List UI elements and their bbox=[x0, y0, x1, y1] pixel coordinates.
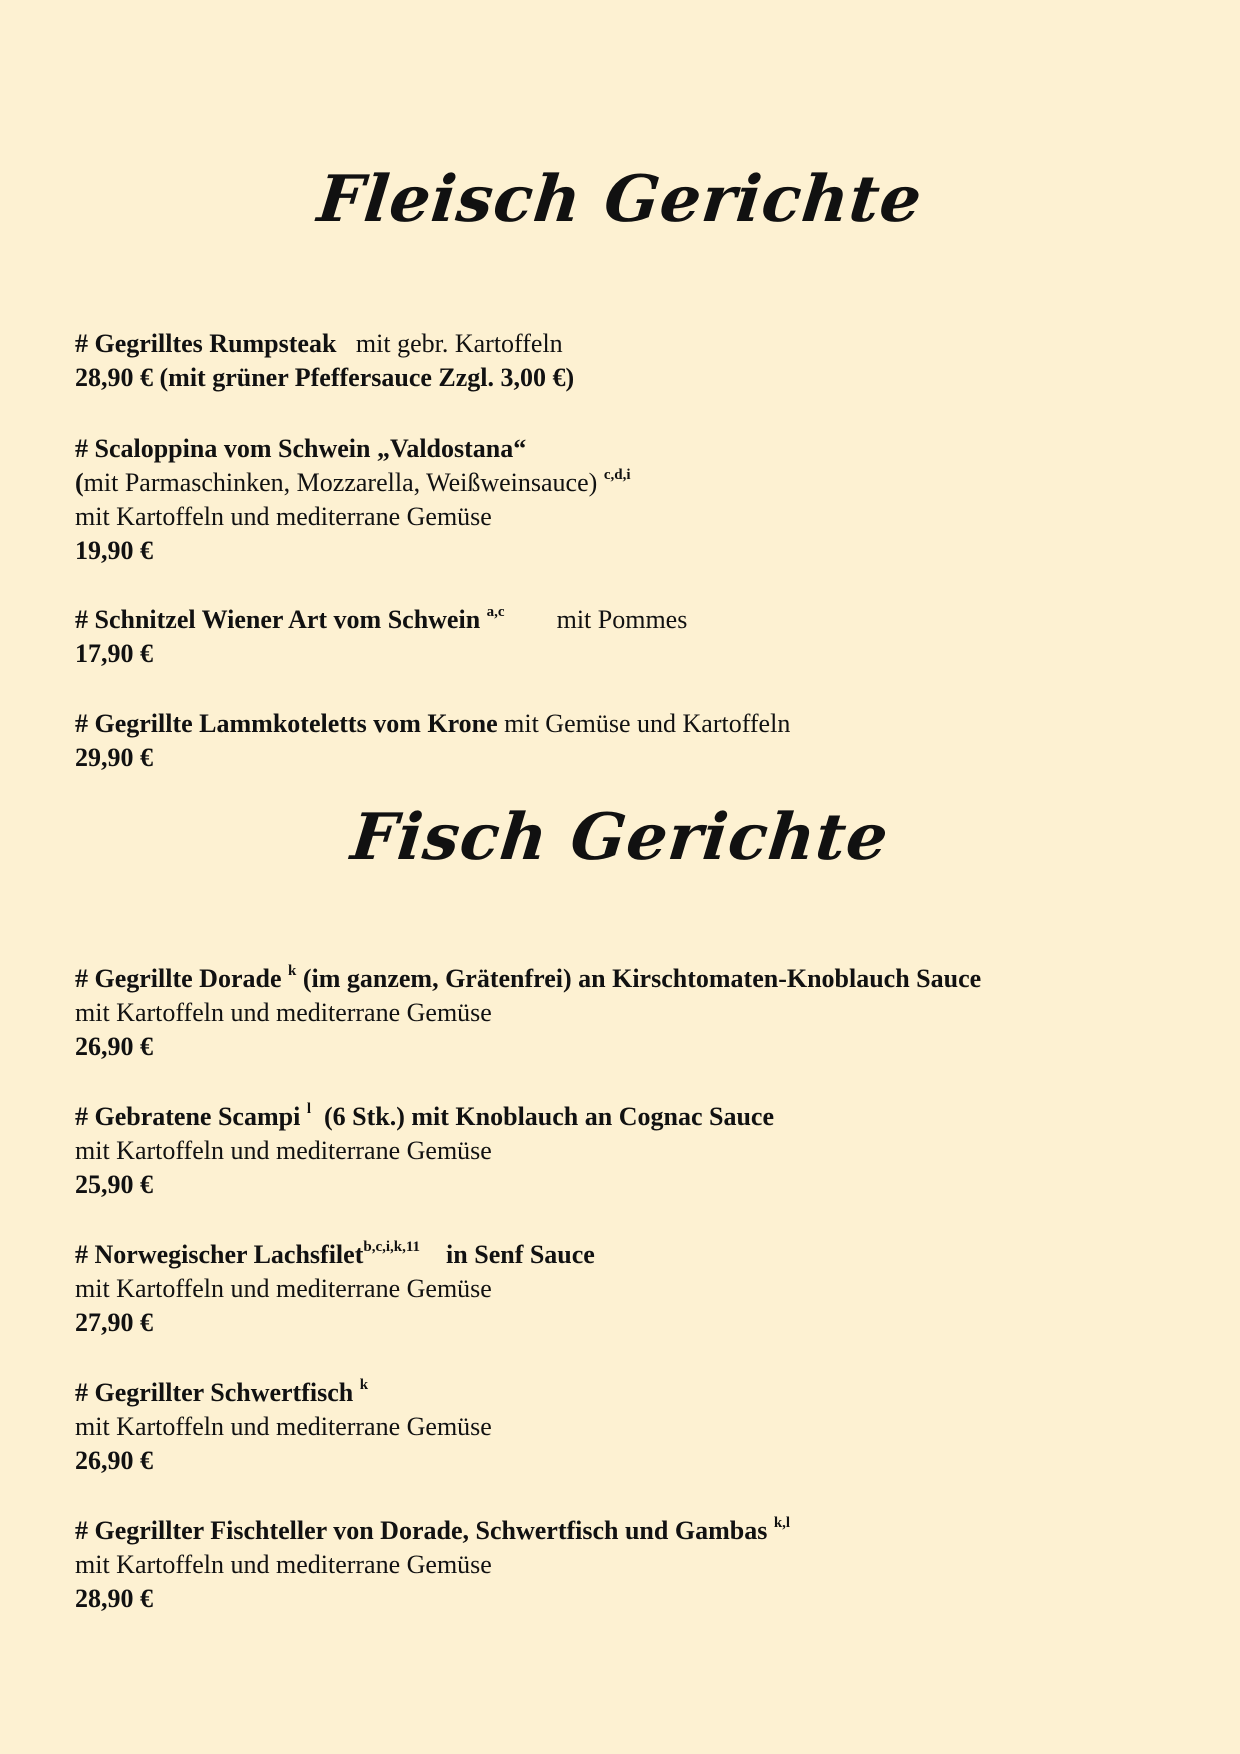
dish-price: 26,90 € bbox=[75, 1446, 153, 1475]
allergen-codes: k bbox=[288, 963, 297, 979]
dish-side: mit Kartoffeln und mediterrane Gemüse bbox=[75, 1136, 492, 1165]
dish-side: mit Kartoffeln und mediterrane Gemüse bbox=[75, 1412, 492, 1441]
dish-name: # Scaloppina vom Schwein „Valdostana“ bbox=[75, 434, 527, 463]
dish-name-rest: (im ganzem, Grätenfrei) an Kirschtomaten-Knoblauch Sauce bbox=[302, 964, 982, 993]
menu-item-fischteller bbox=[75, 1514, 1195, 1616]
dish-side: mit Kartoffeln und mediterrane Gemüse bbox=[75, 502, 492, 531]
dish-price: 27,90 € bbox=[75, 1308, 153, 1337]
section-title-meat: Fleisch Gerichte bbox=[314, 162, 926, 237]
dish-side: mit Kartoffeln und mediterrane Gemüse bbox=[75, 1274, 492, 1303]
menu-item-scaloppina bbox=[75, 432, 1195, 568]
dish-price: 28,90 € bbox=[75, 1584, 153, 1613]
allergen-codes: b,c,i,k,11 bbox=[363, 1239, 421, 1255]
dish-name-rest: in Senf Sauce bbox=[446, 1240, 595, 1269]
menu-item-rumpsteak bbox=[75, 327, 1195, 395]
dish-name: # Schnitzel Wiener Art vom Schwein bbox=[75, 605, 481, 634]
dish-price: 17,90 € bbox=[75, 639, 153, 668]
dish-name: # Norwegischer Lachsfilet bbox=[75, 1240, 364, 1269]
menu-item-lachsfilet bbox=[75, 1238, 1195, 1340]
dish-side: mit Kartoffeln und mediterrane Gemüse bbox=[75, 998, 492, 1027]
menu-item-dorade bbox=[75, 962, 1195, 1064]
dish-name: # Gegrillter Schwertfisch bbox=[75, 1378, 354, 1407]
dish-name-rest: (6 Stk.) mit Knoblauch an Cognac Sauce bbox=[323, 1102, 774, 1131]
allergen-codes: l bbox=[306, 1101, 311, 1117]
dish-name: # Gegrillter Fischteller von Dorade, Schwertfisch und Gambas bbox=[75, 1516, 768, 1545]
dish-name: # Gegrillte Lammkoteletts vom Krone bbox=[75, 709, 498, 738]
paren-open: ( bbox=[75, 468, 84, 497]
dish-description: mit Parmaschinken, Mozzarella, Weißweinsauce) bbox=[83, 468, 598, 497]
dish-price: 25,90 € bbox=[75, 1170, 153, 1199]
allergen-codes: k bbox=[359, 1377, 369, 1393]
allergen-codes: k,l bbox=[773, 1515, 791, 1531]
dish-price: 26,90 € bbox=[75, 1032, 153, 1061]
dish-price: 28,90 € (mit grüner Pfeffersauce Zzgl. 3,00 €) bbox=[75, 363, 575, 392]
menu-item-scampi bbox=[75, 1100, 1195, 1202]
menu-item-schwertfisch bbox=[75, 1376, 1195, 1478]
menu-item-schnitzel bbox=[75, 603, 1195, 671]
dish-side: mit gebr. Kartoffeln bbox=[355, 329, 563, 358]
dish-name: # Gegrilltes Rumpsteak bbox=[75, 329, 337, 358]
dish-side: mit Pommes bbox=[556, 605, 688, 634]
dish-side: mit Kartoffeln und mediterrane Gemüse bbox=[75, 1550, 492, 1579]
menu-item-lammkoteletts bbox=[75, 707, 1195, 775]
section-title-fish: Fisch Gerichte bbox=[347, 800, 893, 875]
allergen-codes: c,d,i bbox=[603, 467, 631, 483]
dish-side: mit Gemüse und Kartoffeln bbox=[504, 709, 791, 738]
allergen-codes: a,c bbox=[486, 604, 505, 620]
dish-price: 19,90 € bbox=[75, 536, 153, 565]
dish-price: 29,90 € bbox=[75, 743, 153, 772]
dish-name: # Gebratene Scampi bbox=[75, 1102, 301, 1131]
dish-name: # Gegrillte Dorade bbox=[75, 964, 282, 993]
